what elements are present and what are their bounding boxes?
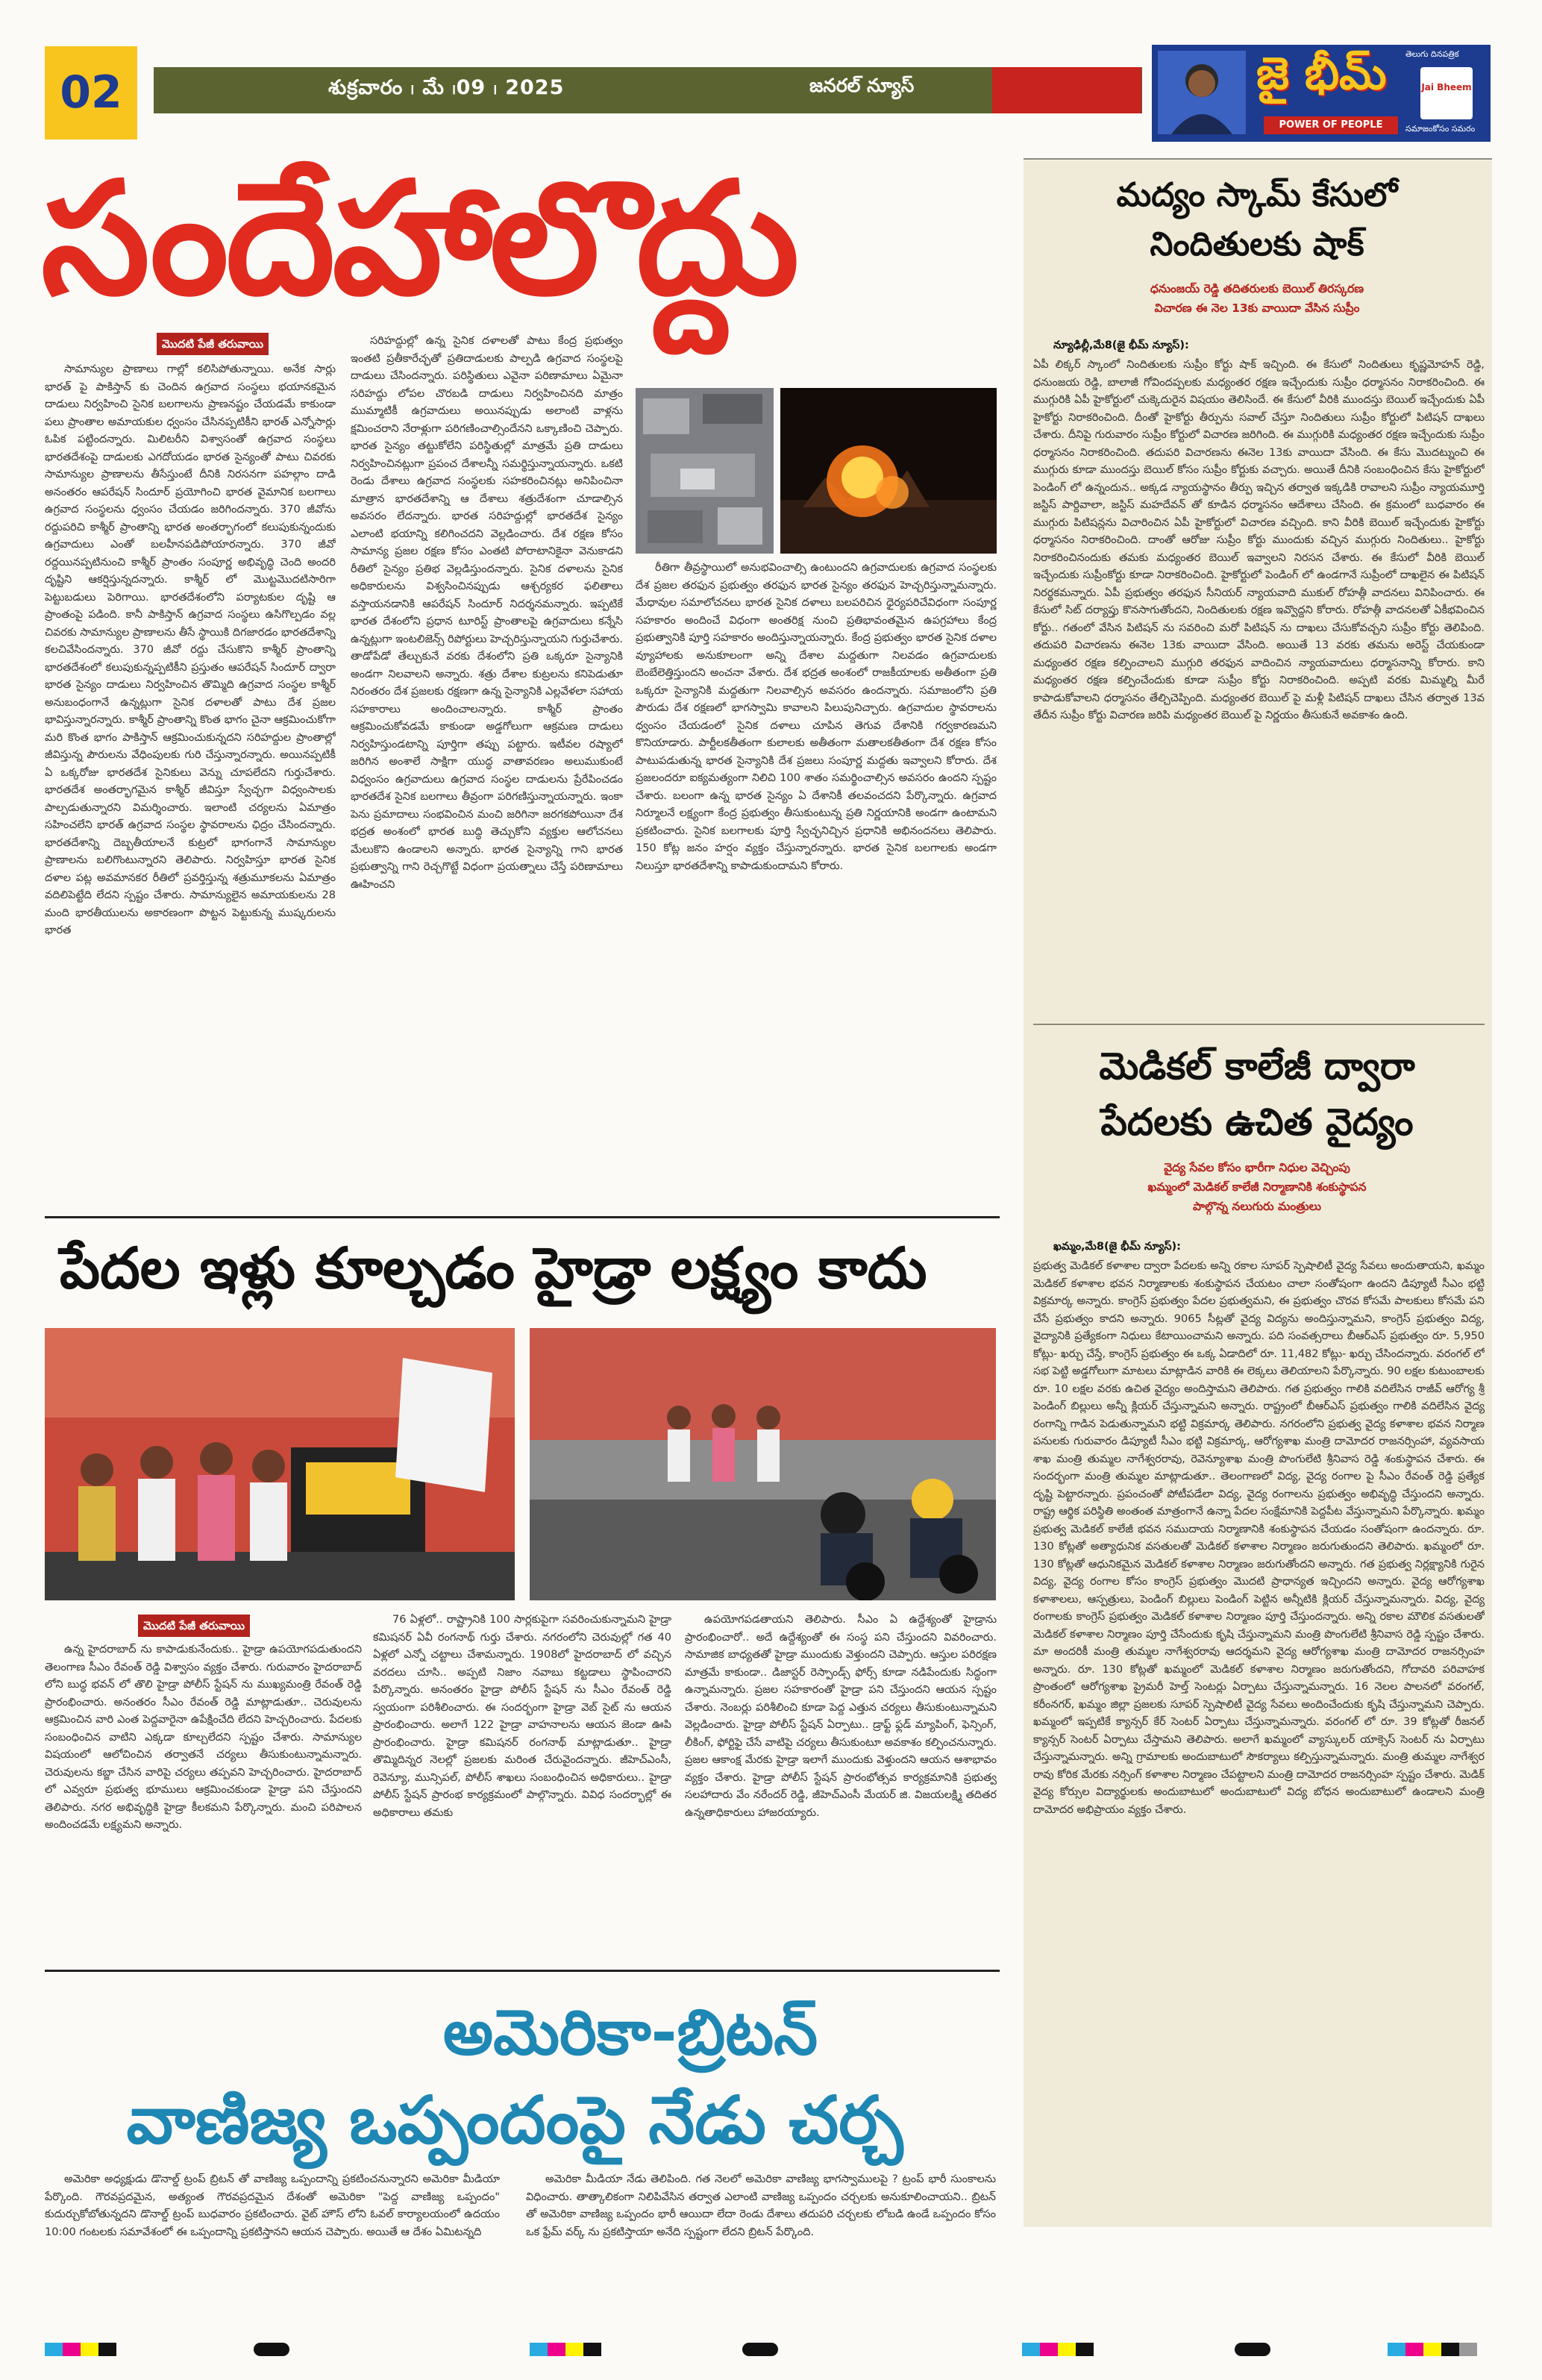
story3-headline-line1: అమెరికా-బ్రిటన్ [442,1996,818,2069]
registration-mark [254,2343,289,2356]
portrait-icon [1158,51,1246,134]
right1-subheading-2: విచారణ ఈ నెల 13కు వాయిదా వేసిన సుప్రీం [1154,301,1360,315]
satellite-photo [636,388,774,554]
right1-dateline: న్యూఢిల్లీ,మే8(జై భీమ్ న్యూస్): [1053,339,1189,351]
color-registration-bar [1022,2343,1094,2356]
story2-column-3: ఉపయోగపడతాయని తెలిపారు. సీఎం ఏ ఉద్దేశ్యంతో హైడ్రాను ప్రారంభించారో.. అదే ఉద్దేశ్యంతో ఈ సంస్థ పని చేస్తుందని వివరించారు. సామాజిక బాధ్యతతో హైడ్రా ముందుకు వెళ్తుందని చెప్పారు. ఆస్తుల పరిరక్షణ మాత్రమే కాకుండా.. డిజాస్టర్ రెస్పాండ్స్ ఫోర్స్ కూడా నడిపేందుకు సిద్ధంగా ఉన్నామన్నారు. ప్రజల సహకారంతో హైడ్రా పని చేస్తుందని ఆయన స్పష్టం చేశారు. నెంబర్లు పరిశీలించి కూడా పెద్ద ఎత్తున చర్యలు తీసుకుంటున్నామని వెల్లడించారు. హైడ్రా పోలీస్ స్టేషన్ ఏర్పాటు.. డ్రాఫ్ట్ ఫ్లడ్ మ్యాపింగ్, ఫెన్సింగ్, లీకింగ్, ఫోర్టిఫై చేసే వాటిపై చర్యలు తీసుకుంటూ అవకాశం కల్పించనున్నారు. ప్రజల ఆకాంక్ష మేరకు హైడ్రా ఇలాగే ముందుకు వెళ్తుందని ఆయన ఆశాభావం వ్యక్తం చేశారు. హైడ్రా పోలీస్ స్టేషన్ ప్రారంభోత్సవ కార్యక్రమానికి ప్రభుత్వ సలహాదారు వేం నరేందర్ రెడ్డి, జీహెచ్ఎంసీ మేయర్ జి. విజయలక్ష్మి తదితర ఉన్నతాధికారులు హాజరయ్యారు. [685,1614,997,1819]
divider [45,1970,1000,1972]
registration-mark [742,2343,778,2356]
brand-english: Jai Bheem [1420,67,1473,119]
story1-headline: సందేహాలొద్దు [41,148,797,330]
brand-tagline: POWER OF PEOPLE [1264,116,1398,134]
right2-subheading-1: వైద్య సేవల కోసం భారీగా నిధుల వెచ్చింపు [1164,1161,1350,1174]
divider [1024,158,1492,160]
color-registration-bar [530,2343,601,2356]
story2-headline: పేదల ఇళ్లు కూల్చడం హైడ్రా లక్ష్యం కాదు [60,1235,927,1301]
right1-headline-line1: మద్యం స్కామ్ కేసులో [1116,176,1398,214]
registration-mark [1235,2343,1270,2356]
story3-column-2: అమెరికా మీడియా నేడు తెలిపింది. గత నెలలో అమెరికా వాణిజ్య భాగస్వాములపై ? ట్రంప్ భారీ సుంకాలను విధించారు. తాత్కాలికంగా నిలిపివేసిన తర్వాత ఎలాంటి వాణిజ్య ఒప్పందం చర్చలకు అనుకూలించాయని.. బ్రిటన్ తో అమెరికా వాణిజ్య ఒప్పందం భారీ ఆయిదా లేదా రెండు దేశాలు తదుపరి చర్చలకు లోబడి ఉండే ఒప్పందం కోసం ఒక ఫ్రేమ్ వర్క్ ను ప్రకటిస్తాయా అనేది స్పష్టంగా లేదని బ్రిటన్ పేర్కొంది. [526,2173,996,2238]
brand-slogan: సమాజంకోసం సమరం [1405,124,1476,134]
color-registration-bar [45,2343,116,2356]
story1-continued-badge: మొదటి పేజీ తరువాయి [157,333,269,355]
divider [45,1216,1000,1218]
flag-off-photo [45,1328,515,1600]
masthead-logo [1152,45,1491,142]
header-accent [992,67,1141,113]
story3-headline-line2: వాణిజ్య ఒప్పందంపై నేడు చర్చ [126,2082,903,2158]
right2-headline-line1: మెడికల్ కాలేజీ ద్వారా [1099,1045,1415,1088]
issue-date: శుక్రవారం ၊ మే ၊09 ၊ 2025 [328,76,565,99]
right2-subheading-2: ఖమ్మంలో మెడికల్ కాలేజీ నిర్మాణానికి శంకుస్థాపన [1147,1180,1367,1194]
brand-subtitle: తెలుగు దినపత్రిక [1405,49,1459,59]
section-label: జనరల్ న్యూస్ [809,75,915,96]
story2-continued-badge: మొదటి పేజీ తరువాయి [138,1615,250,1637]
right2-dateline: ఖమ్మం,మే8(జై భీమ్ న్యూస్): [1053,1241,1181,1253]
story1-column-1: సామాన్యుల ప్రాణాలు గాల్లో కలిసిపోతున్నాయి. అనేక సార్లు భారత్ పై పాకిస్తాన్ కు చెందిన ఉగ్రవాద సంస్థలు భయానకమైన దాడులు నిర్వహించి సైనిక బలగాలను ప్రాణనష్టం చేయడమే కాకుండా పలు ప్రాంతాల అమాయకుల ధ్వంసం చేసినప్పటికీని భారత్ ఎన్నోసార్లు ఓపిక పట్టిందన్నారు. మిలిటరీని విశ్వాసంతో ఉగ్రవాద సంస్థలు భారతదేశంపై దాడులకు ఎగదోయడం భారత సైన్యంతో పాటు చివరకు సామాన్యుల ప్రాణాలను తీసేస్తుంటే దీనికి నిరసనగా పహల్గాం దాడి అనంతరం ఆపరేషన్ సిందూర్ ప్రయోగించి భారత వైమానిక బలగాలు ఉగ్రవాద సంస్థలను ధ్వంసం చేయడం జరిగిందన్నారు. 370 జీవోను రద్దుపరిచి కాశ్మీర్ ప్రాంతాన్ని భారత అంతర్భాగంలో కలుపుకున్నందుకు ఉగ్రవాదులు ఎంతో బలహీనపడిపోయారన్నారు. 370 జీవో రద్దయినప్పటినుంచి కాశ్మీర్ ప్రాంతం సంపూర్ణ అభివృద్ధి చెంది అందరి దృష్టిని ఆకర్షిస్తున్నదన్నారు. కాశ్మీర్ లో మొట్టమొదటిసారిగా పెట్టుబడులు పెరిగాయి. భారతదేశంలోని పర్యాటకుల దృష్టి ఆ ప్రాంతంపై పడింది. కానీ పాకిస్తాన్ ఉగ్రవాద సంస్థలు ఉసిగొల్పడం వల్ల చివరకు సామాన్యుల ప్రాణాలను తీసే స్థాయికి దిగజారడం భారతదేశాన్ని కలచివేసిందన్నారు. 370 జీవో రద్దు చేసుకొని కాశ్మీర్ ప్రాంతాన్ని భారతదేశంలో కలుపుకున్నప్పటికీని ప్రస్తుతం ఆపరేషన్ సిందూర్ ద్వారా భారత సైన్యం దాడులు నిర్వహించిన తొమ్మిది ఉగ్రవాద సంస్థల కాశ్మీర్ అనుబంధంగానే ఉన్నట్లుగా సైనిక దళాలతో పాటు దేశ ప్రజల భావిస్తున్నారన్నారు. కాశ్మీర్ ప్రాంతాన్ని కొంత భాగం చైనా ఆక్రమించుకోగా మరి కొంత భాగం పాకిస్తాన్ ఆక్రమించుకున్నదని సరిహద్దుల ప్రాంతాల్లో జీవిస్తున్న పౌరులను వేధింపులకు గురి చేస్తున్నారన్నారు. అయినప్పటికీ ఏ ఒక్కరోజు భారతదేశ సైనికులు వెన్ను చూపలేదని గుర్తుచేశారు. భారతదేశ అంతర్భాగమైన కాశ్మీర్ జీవిస్తూ స్వేచ్ఛగా విధ్వంసాలకు పాల్పడుతున్నారని విమర్శించారు. ఇలాంటి చర్యలను ఏమాత్రం సహించలేని భారత్ ఉగ్రవాద సంస్థల స్థావరాలను ఛిద్రం చేసిందన్నారు. భారతదేశాన్ని దెబ్బతీయాలనే కుట్రలో భాగంగానే సామాన్యుల ప్రాణాలను బలిగొంటున్నారని తెలిపారు. నిర్వహిస్తూ భారత సైనిక దళాల పట్ల అవమానకర రీతిలో ప్రవర్తిస్తున్న శత్రుమూకలను ఏమాత్రం వదిలిపెట్టేది లేదని స్పష్టం చేశారు. సామాన్యులైన అమాయకులను 28 మంది భారతీయులను అకారణంగా పొట్టన పెట్టుకున్న ముష్కరులను భారత [45,363,336,936]
right2-headline-line2: పేదలకు ఉచిత వైద్యం [1100,1100,1414,1144]
right1-body: ఏపీ లిక్కర్ స్కాంలో నిందితులకు సుప్రీం కోర్టు షాక్ ఇచ్చింది. ఈ కేసులో నిందితులు కృష్ణమోహన్ రెడ్డి, ధనుంజయ రెడ్డి, బాలాజీ గోవిందప్పలకు మధ్యంతర రక్షణ ఇచ్చేందుకు సుప్రీం ధర్మాసనం నిరాకరించింది. ఈ ముగ్గురికి ఏపీ హైకోర్టులో చుక్కెదురైన విషయం తెలిసిందే. ఈ కేసులో వీరికి ముందస్తు బెయిల్ ఇచ్చేందుకు ఏపీ హైకోర్టు నిరాకరించింది. దీంతో హైకోర్టు తీర్పును సవాల్ చేస్తూ నిందితులు సుప్రీం కోర్టులో పిటిషన్ దాఖలు చేశారు. దీనిపై గురువారం సుప్రీం కోర్టులో విచారణ జరిగింది. ఈ ముగ్గురికి మధ్యంతర రక్షణ ఇచ్చేందుకు సుప్రీం ధర్మాసనం నిరాకరించింది. తదుపరి విచారణను ఈనెల 13కు వాయిదా వేసింది. ఈ కేసు మొదట్నుంచి ఈ ముగ్గురు కూడా ముందస్తు బెయిల్ కోసం సుప్రీం కోర్టుకు వచ్చారు. అయితే దీనికి సంబంధించిన కేసు హైకోర్టులో పెండింగ్ లో ఉన్నందున.. అక్కడ న్యాయస్థానం తీర్పు ఇచ్చిన తర్వాత ఇక్కడికి రావాలని సుప్రీం న్యాయమూర్తి జస్టిస్ పార్దివాలా, జస్టిస్ మహదేవన్ తో కూడిన ధర్మాసనం ఆదేశాలు చేసింది. ఈ క్రమంలో బుధవారం ఈ ముగ్గురు పిటిషన్లను విచారించిన ఏపీ హైకోర్టులో విచారణ వచ్చింది. కాని వీరికి బెయిల్ ఇచ్చేందుకు హైకోర్టు ధర్మాసనం నిరాకరించింది. దాంతో ఆరోజు సుప్రీం కోర్టు ముందుకు వచ్చిన ముగ్గురు నిందితులు.. హైకోర్టు నిరాకరించినందుకు తమకు మధ్యంతర బెయిల్ ఇవ్వాలని నిరసన చేశారు. ఈ కేసులో వీరికి బెయిల్ ఇచ్చేందుకు సుప్రీంకోర్టు కూడా నిరాకరించింది. హైకోర్టులో పెండింగ్ లో ఉండగానే సుప్రీంలో దాఖలైన ఈ పిటిషన్ నిరర్థకమన్నారు. ఏపీ ప్రభుత్వం తరఫున సీనియర్ న్యాయవాది ముకుల్ రోహత్గీ వాదనలు వినిపించారు. ఈ కేసులో సిట్ దర్యాప్తు కొనసాగుతోందని, నిందితులకు రక్షణ ఇవ్వొద్దని కోరారు. రోహత్గీ వాదనలతో ఏకీభవించిన కోర్టు.. గతంలో వేసిన పిటిషన్ ను సవరించి మరో పిటిషన్ ను దాఖలు చేసుకోవచ్చని సుప్రీం కోర్టు తెలిపింది. తదుపరి విచారణను ఈనెల 13కు వాయిదా వేసింది. అయితే 13 వరకు తమను అరెస్ట్ చేయకుండా మధ్యంతర రక్షణ కల్పించాలని ముగ్గురి తరఫున వాదించిన న్యాయవాదులు ధర్మాసనాన్ని కోరారు. కాని మధ్యంతర రక్షణ కల్పించేందుకు కూడా సుప్రీం కోర్టు నిరాకరించింది. అప్పటి వరకు మిమ్మల్ని మీరే కాపాడుకోవాలని ధర్మాసనం తేల్చిచెప్పింది. మధ్యంతర బెయిల్ పై మళ్లీ పిటిషన్ దాఖలు చేసిన తర్వాత 13వ తేదీన సుప్రీం కోర్టు విచారణ జరిపి మధ్యంతర బెయిల్ పై నిర్ణయం తీసుకునే అవకాశం ఉంది. [1033,359,1485,721]
brand-name: జై భీమ్ [1256,48,1387,100]
story1-column-2: సరిహద్దుల్లో ఉన్న సైనిక దళాలతో పాటు కేంద్ర ప్రభుత్వం ఇంతటి ప్రతీకారేచ్ఛతో ప్రతిదాడులకు పాల్పడి ఉగ్రవాద సంస్థలపై దాడులు చేసిందన్నారు. పరిస్థితులు ఎవైనా పరిణామాలు ఏమైనా సరిహద్దు లోపల చొరబడి దాడులు నిర్వహించినది మాత్రం ముమ్మాటికీ ఉగ్రవాదులు అయినప్పుడు అలాంటి వాళ్లను క్షమించరాని నేరాళ్లుగా పరిగణించాల్సిందేనని ఒక్కాణించి చెప్పారు. భారత సైన్యం తట్టుకోలేని పరిస్థితుల్లో మాత్రమే ప్రతి దాడులు నిర్వహించినట్లుగా ప్రపంచ దేశాలన్నీ సమర్థిస్తున్నాయన్నారు. ఒకటి రెండు దేశాలు ఉగ్రవాద సంస్థలకు సహకరించినట్లు అనిపించినా మాత్రాన భారతదేశాన్ని ఆ దేశాలు శత్రుదేశంగా చూడాల్సిన అవసరం లేదన్నారు. భారత సరిహద్దుల్లో భారతదేశ సైన్యం ఎలాంటి భయాన్ని కలిగించదని వెల్లడించారు. దేశ రక్షణ కోసం సామాన్య ప్రజల రక్షణ కోసం ఎంతటి పోరాటానికైనా వెనుకాడని రీతిలో సైన్యం ప్రతిభ వెల్లడిస్తుందన్నారు. సైనిక దళాలను సైనిక అధికారులను విశ్వసించినప్పుడు ఆశ్చర్యకర ఫలితాలు వస్తాయనడానికి ఆపరేషన్ సిందూర్ నిదర్శనమన్నారు. ఇప్పటికే భారత దేశంలోని ప్రధాన టూరిస్ట్ ప్రాంతాలపై ఉగ్రవాదులు కన్నేసి ఉన్నట్లుగా ఇంటలిజెన్స్ రిపోర్టులు హెచ్చరిస్తున్నాయని గుర్తుచేశారు. తాడోపేడో తేల్చుకునే వరకు దేశంలోని ప్రతి ఒక్కరూ సైన్యానికి అండగా నిలవాలని అన్నారు. శత్రు దేశాల కుట్రలను కనిపెడుతూ నిరంతరం దేశ ప్రజలకు రక్షణగా ఉన్న సైన్యానికి ఎల్లవేళలా సహాయ సహకారాలు అందించాలన్నారు. కాశ్మీర్ ప్రాంతం ఆక్రమించుకోవడమే కాకుండా అడ్డగోలుగా ఆక్రమణ దాడులు నిర్వహిస్తుండటాన్ని పూర్తిగా తప్పు పట్టారు. ఇటీవల రష్యాలో జరిగిన అంశాలే సాక్షిగా యుద్ధ వాతావరణం అలుముకుంటే విధ్వంసం ఉగ్రవాదులు ఉగ్రవాద సంస్థల దాడులను ప్రేరేపించడం భారతదేశ సైనిక బలగాలు తీవ్రంగా పరిగణిస్తున్నాయన్నారు. ఇంకా పెను ప్రమాదాలు సంభవించిన మంచి జరిగినా జరగకపోయినా దేశ భద్రత అంశంలో భారత బుద్ధి తెచ్చుకోని వ్యక్తుల ఆలోచనలు మేలుకొని ఉండాలని అన్నారు. భారత సైన్యాన్ని గాని భారత ప్రభుత్వాన్ని గాని రెచ్చగొట్టే విధంగా ప్రయత్నాలు చేస్తే పరిణామాలు ఊహించని [351,335,623,891]
right1-headline-line2: నిందితులకు షాక్ [1150,225,1364,263]
right1-subheading-1: ధనుంజయ్ రెడ్డి తదితరులకు బెయిల్ తిరస్కరణ [1150,282,1364,295]
divider [1033,1024,1485,1025]
story2-column-1: ఉన్న హైదరాబాద్ ను కాపాడుకునేందుకు.. హైడ్రా ఉపయోగపడుతుందని తెలంగాణ సీఎం రేవంత్ రెడ్డి విశ్వాసం వ్యక్తం చేశారు. గురువారం హైదరాబాద్ లోని బుద్ధ భవన్ లో తొలి హైడ్రా పోలీస్ స్టేషన్ ను ముఖ్యమంత్రి రేవంత్ రెడ్డి ప్రారంభించారు. అనంతరం సీఎం రేవంత్ రెడ్డి మాట్లాడుతూ.. చెరువులను ఆక్రమించిన వారి ఎంత పెద్దవారైనా ఉపేక్షించేది లేదని హెచ్చరించారు. పేదలకు సంబంధించిన వాటిని ఎక్కడా కూల్చలేదని స్పష్టం చేశారు. సామాన్యుల విషయంలో ఆలోచించిన తర్వాతనే చర్యలు తీసుకుంటున్నామన్నారు. చెరువులను కబ్జా చేసిన వారిపై చర్యలు తప్పవని హెచ్చరించారు. హైదరాబాద్ లో ఎవ్వరూ ప్రభుత్వ భూములు ఆక్రమించకుండా హైడ్రా పని చేస్తుందని తెలిపారు. నగర అభివృద్ధికి హైడ్రా కీలకమని పేర్కొన్నారు. మంచి పరిపాలన అందించడమే లక్ష్యమని అన్నారు. [45,1644,362,1831]
color-registration-bar [1388,2343,1477,2356]
page-number: 02 [45,46,137,140]
story3-column-1: అమెరికా అధ్యక్షుడు డొనాల్డ్ ట్రంప్ బ్రిటన్ తో వాణిజ్య ఒప్పందాన్ని ప్రకటించనున్నారని అమెరికా మీడియా పేర్కొంది. గౌరవప్రదమైన, అత్యంత గౌరవప్రదమైన దేశంతో అమెరికా "పెద్ద వాణిజ్య ఒప్పందం" కుదుర్చుకోబోతున్నదని డొనాల్డ్ ట్రంప్ బుధవారం ప్రకటించారు. వైట్ హౌస్ లోని ఓవల్ కార్యాలయంలో ఉదయం 10:00 గంటలకు సమావేశంలో ఈ ఒప్పందాన్ని ప్రకటిస్తానని ఆయన చెప్పారు. అయితే ఆ దేశం ఏమిటన్నది [45,2173,500,2238]
right2-subheading-3: పాల్గొన్న నలుగురు మంత్రులు [1192,1200,1322,1213]
bike-riders-photo [530,1328,996,1600]
explosion-photo [780,388,997,554]
story1-column-3: రీతిగా తీవ్రస్థాయిలో అనుభవించాల్సి ఉంటుందని ఉగ్రవాదులకు ఉగ్రవాద సంస్థలకు దేశ ప్రజల తరఫున ప్రభుత్వం తరఫున భారత సైన్యం తరఫున హెచ్చరిస్తున్నామన్నారు. మేధావుల సమాలోచనలు భారత సైనిక దళాలు బలపరిచిన ధైర్యపరిచేవిధంగా సంపూర్ణ సహకారం అందించే విధంగా అంతరిక్ష నుంచి ప్రతిభావంతమైన ఉపగ్రహాలు కేంద్ర ప్రభుత్వానికి పూర్తి సహకారం అందిస్తున్నాయన్నారు. కేంద్ర ప్రభుత్వం భారత సైనిక దళాల వ్యూహాలకు అనుకూలంగా అన్ని దేశాల మద్దతుగా నిలవడం ఉగ్రవాదులకు బెంబేలెత్తిస్తుందని అంచనా వేశారు. దేశ భద్రత అంశంలో రాజకీయాలకు అతీతంగా ప్రతి ఒక్కరూ సైన్యానికి మద్దతుగా నిలవాల్సిన అవసరం ఉందన్నారు. సమాజంలోని ప్రతి పౌరుడు దేశ రక్షణలో భాగస్వామి కావాలని పిలుపునిచ్చారు. ఉగ్రవాదుల స్థావరాలను ధ్వంసం చేయడంలో సైనిక దళాలు చూపిన తెగువ దేశానికి గర్వకారణమని కొనియాడారు. పార్టీలకతీతంగా కులాలకు అతీతంగా మతాలకతీతంగా దేశ రక్షణ కోసం పాటుపడుతున్న భారత సైన్యానికి దేశ ప్రజలు సంపూర్ణ మద్దతు ఇవ్వాలని కోరారు. దేశ ప్రజలందరూ ఐక్యమత్యంగా నిలిచి 100 శాతం సమర్థించాల్సిన అవసరం ఉందని స్పష్టం చేశారు. బలంగా ఉన్న భారత సైన్యం ఏ దేశానికీ తలవంచదని పేర్కొన్నారు. ఉగ్రవాద నిర్మూలనే లక్ష్యంగా కేంద్ర ప్రభుత్వం తీసుకుంటున్న ప్రతి నిర్ణయానికి అండగా ఉంటామని ప్రకటించారు. సైనిక బలగాలకు పూర్తి స్వేచ్ఛనిచ్చిన ప్రధానికి అభినందనలు తెలిపారు. 150 కోట్ల జనం హర్షం వ్యక్తం చేస్తున్నారన్నారు. భారత సైనిక బలగాలకు అండగా నిలుస్తూ భారతదేశాన్ని కాపాడుకుందామని కోరారు. [636,562,997,872]
story2-column-2: 76 ఏళ్లలో.. రాష్ట్రానికి 100 సార్లకుపైగా సవరించుకున్నామని హైడ్రా కమిషనర్ ఏవీ రంగనాథ్ గుర్తు చేశారు. నగరంలోని చెరువుల్లో గత 40 ఏళ్లలో ఎన్నో చట్టాలు చేశామన్నారు. 1908లో హైదరాబాద్ లో వచ్చిన వరదలు చూసి.. అప్పటి నిజాం నవాబు కట్టడాలు స్థాపించారని పేర్కొన్నారు. అనంతరం హైడ్రా పోలీస్ స్టేషన్ ను సీఎం రేవంత్ రెడ్డి స్వయంగా పరిశీలించారు. ఈ సందర్భంగా హైడ్రా వెబ్ సైట్ ను ఆయన ప్రారంభించారు. అలాగే 122 హైడ్రా వాహనాలను ఆయన జెండా ఊపి ప్రారంభించారు. హైడ్రా కమిషనర్ రంగనాథ్ మాట్లాడుతూ.. హైడ్రా తొమ్మిదిన్నర నెలల్లో ప్రజలకు మరింత చేరువైందన్నారు. జీహెచ్ఎంసీ, రెవెన్యూ, మున్సిపల్, పోలీస్ శాఖలు సంబంధించిన అధికారులు.. హైడ్రా పోలీస్ స్టేషన్ ప్రారంభ కార్యక్రమంలో పాల్గొన్నారు. వివిధ సందర్భాల్లో ఈ అధికారాలు తమకు [373,1614,671,1819]
right2-body: ప్రభుత్వ మెడికల్ కళాశాల ద్వారా పేదలకు అన్ని రకాల సూపర్ స్పెషాలిటీ వైద్య సేవలు అందుతాయని, ఖమ్మం మెడికల్ కళాశాల భవన నిర్మాణాలకు శంకుస్థాపన చేయటం చాలా సంతోషంగా ఉందని డిప్యూటీ సీఎం భట్టి విక్రమార్క అన్నారు. కాంగ్రెస్ ప్రభుత్వం పేదల ప్రభుత్వమని, ఈ ప్రభుత్వం చొరవ కోసమే పాలకులు కోసమే పని చేసే ప్రభుత్వం కాదని అన్నారు. 9065 సీట్లతో వైద్య విద్యను అందిస్తున్నామని, కాంగ్రెస్ ప్రభుత్వం విద్య, వైద్యానికి ప్రత్యేకంగా నిధులు కేటాయించామని అన్నారు. పది సంవత్సరాలు బీఆర్ఎస్ ప్రభుత్వం రూ. 5,950 కోట్లు- ఖర్చు చేస్తే, కాంగ్రెస్ ప్రభుత్వం ఈ ఒక్క ఏడాదిలో రూ. 11,482 కోట్లు- ఖర్చు చేసిందన్నారు. వరంగల్ లో సభ పెట్టి అడ్డగోలుగా మాటలు మాట్లాడిన వారికి ఈ లెక్కలు తెలియాలని పేర్కొన్నారు. 90 లక్షల కుటుంబాలకు రూ. 10 లక్షల వరకు ఉచిత వైద్యం అందిస్తామని తెలిపారు. గత ప్రభుత్వం గాలికి వదిలేసిన రాజీవ్ ఆరోగ్య శ్రీ పెండింగ్ బిల్లులు అన్నీ క్లియర్ చేస్తున్నామని అన్నారు. రాష్ట్రంలో బీఆర్ఎస్ ప్రభుత్వం గాలికి వదిలేసిన వైద్య రంగాన్ని గాడిన పెడుతున్నామని భట్టి విక్రమార్క తెలిపారు. నగరంలోని ప్రభుత్వ వైద్య కళాశాల భవన నిర్మాణ పనులకు గురువారం డిప్యూటీ సీఎం భట్టి విక్రమార్క, ఆరోగ్యశాఖ మంత్రి దామోదర రాజనర్సింహా, వ్యవసాయ శాఖ మంత్రి తుమ్మల నాగేశ్వరరావు, రెవెన్యూశాఖ మంత్రి పొంగులేటి శ్రీనివాస రెడ్డి శంకుస్థాపన చేశారు. ఈ సందర్భంగా మంత్రి తుమ్మల మాట్లాడుతూ.. తెలంగాణలో విద్య, వైద్య రంగాల పై సీఎం రేవంత్ రెడ్డి ప్రత్యేక దృష్టి పెట్టారన్నారు. ప్రపంచంతో పోటీపడేలా విద్య, వైద్య రంగాలను ప్రభుత్వం అభివృద్ధి చేస్తుందని అన్నారు. రాష్ట్ర ఆర్థిక పరిస్థితి అంతంత మాత్రంగానే ఉన్నా పేదల సంక్షేమానికి పెద్దపీట వేస్తున్నామని పేర్కొన్నారు. ఖమ్మం ప్రభుత్వ మెడికల్ కాలేజీ భవన సముదాయ నిర్మాణానికి శంకుస్థాపన చేయడం సంతోషంగా ఉందన్నారు. రూ. 130 కోట్లతో అత్యాధునిక వసతులతో మెడికల్ కళాశాల నిర్మాణం జరుగుతుందని తెలిపారు. ఖమ్మంలో రూ. 130 కోట్లతో ఆధునికమైన మెడికల్ కళాశాల నిర్మాణం జరుగుతోందని అన్నారు. గత ప్రభుత్వ నిర్లక్ష్యానికి గురైన విద్య, వైద్య రంగాల కోసం కాంగ్రెస్ ప్రభుత్వం మొదటి ప్రాధాన్యత ఇచ్చిందని అన్నారు. వైద్య ఆరోగ్యశాఖ కళాశాలలు, ఆస్పత్రులు, పెండింగ్ బిల్లులు పెండింగ్ పెట్టిన అన్నీటికి క్లియర్ చేస్తున్నామన్నారు. విద్య, వైద్య రంగాలకు కాంగ్రెస్ ప్రభుత్వం మెడికల్ కళాశాల నిర్మాణం పూర్తి చేస్తుందన్నారు. అన్ని రకాల మౌలిక వసతులతో మెడికల్ కళాశాల నిర్మాణం పూర్తి చేసేందుకు కృషి చేస్తున్నామని మంత్రి పొంగులేటి శ్రీనివాస రెడ్డి స్పష్టం చేశారు. మా అందరికీ మంత్రి తుమ్మల నాగేశ్వరరావు ఆదర్శమని వైద్య ఆరోగ్యశాఖ మంత్రి దామోదర రాజనర్సింహ అన్నారు. రూ. 130 కోట్లతో ఖమ్మంలో మెడికల్ కళాశాల నిర్మాణం జరుగుతోందని, గోదావరి పరివాహక ప్రాంతంలో ఆరోగ్యశాఖ ప్రైమరీ హెల్త్ సెంటర్లు ఏర్పాటు చేస్తున్నామన్నారు. 16 నెలల పాలనలో వరంగల్, కరీంనగర్, ఖమ్మం జిల్లా ప్రజలకు సూపర్ స్పెషాలిటీ వైద్య సేవలు అందించేందుకు కృషి చేస్తున్నామని చెప్పారు. ఖమ్మంలో ఇప్పటికే క్యాన్సర్ కేర్ సెంటర్ ఏర్పాటు చేస్తున్నామన్నారు. వరంగల్ లో రూ. 39 కోట్లతో రీజనల్ క్యాన్సర్ సెంటర్ ఏర్పాటు చేస్తామని తెలిపారు. అలాగే ఖమ్మంలో వ్యాస్కులర్ యాక్సెస్ సెంటర్ ను ఏర్పాటు చేస్తున్నామన్నారు. అన్ని గ్రామాలకు అందుబాటులో సౌకర్యాలు కల్పిస్తున్నామన్నారు. మంత్రి తుమ్మల నాగేశ్వర రావు కోరిక మేరకు నర్సింగ్ కళాశాల నిర్మాణం చేపట్టాలని మంత్రి దామోదర రాజనర్సింహ స్పష్టం చేశారు. మెడిక్ వైద్య కోర్సుల విద్యార్థులకు అందుబాటులో అందుబాటులో విద్య బోధన అందుబాటులో ఉండాలని మంత్రి దామోదర అభిప్రాయం వ్యక్తం చేశారు. [1033,1260,1485,1816]
